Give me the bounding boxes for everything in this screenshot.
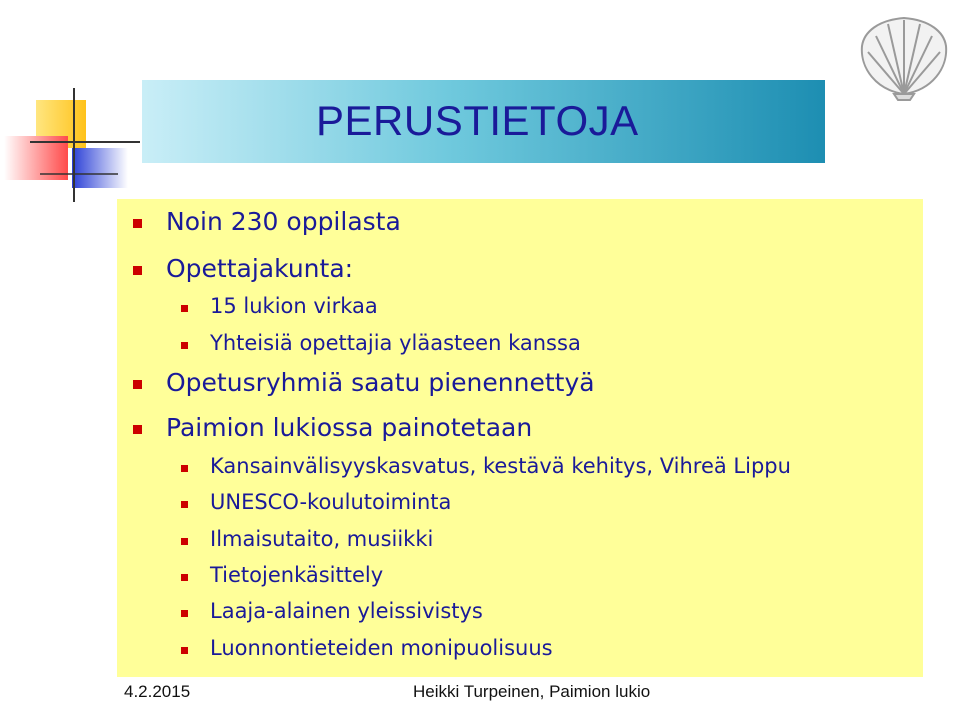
colored-squares-cross-icon	[0, 82, 140, 202]
slide-title: PERUSTIETOJA	[316, 97, 639, 144]
bullet-square-icon	[181, 465, 188, 472]
footer-author: Heikki Turpeinen, Paimion lukio	[413, 682, 651, 701]
bullet-square-icon	[133, 266, 142, 275]
footer-date: 4.2.2015	[124, 682, 191, 701]
bullet-square-icon	[181, 647, 188, 654]
seashell-icon	[854, 12, 954, 102]
bullet-square-icon	[181, 574, 188, 581]
bullet-square-icon	[181, 538, 188, 545]
bullet-square-icon	[181, 610, 188, 617]
bullet-square-icon	[133, 380, 142, 389]
bullet-square-icon	[181, 305, 188, 312]
bullet-square-icon	[181, 342, 188, 349]
bullet-square-icon	[133, 425, 142, 434]
bullet-square-icon	[181, 501, 188, 508]
bullet-square-icon	[133, 219, 142, 228]
